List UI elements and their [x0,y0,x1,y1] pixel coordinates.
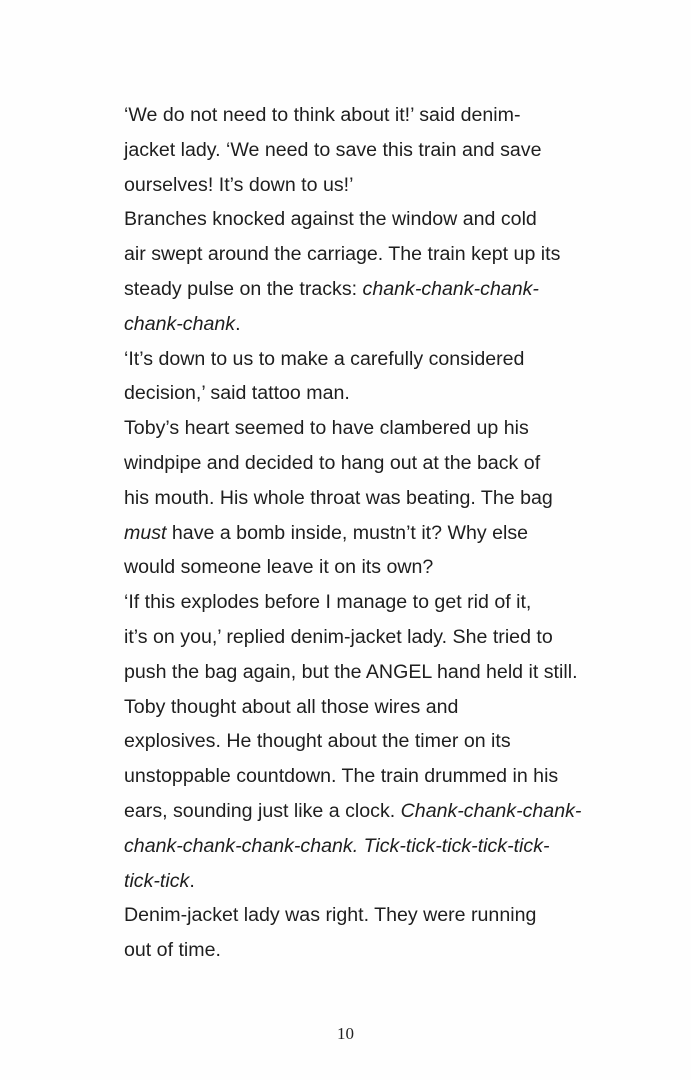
text-line [96,794,616,829]
text-line [96,620,616,655]
text-run: ears, sounding just like a clock. [124,799,401,822]
text-line [96,898,616,933]
text-run: . [189,869,195,892]
text-line [96,655,616,690]
body-text [96,98,616,968]
text-run: out of time. [124,939,221,962]
text-line [96,446,616,481]
text-line [96,585,616,620]
text-line [96,759,616,794]
italic-text: must [124,521,167,544]
text-line [96,481,616,516]
text-run: explosives. He thought about the timer on its [124,730,511,753]
text-run: ourselves! It’s down to us!’ [124,173,354,196]
text-line [96,133,616,168]
page-number: 10 [337,1024,354,1043]
text-run: Denim-jacket lady was right. They were running [124,904,537,927]
text-line [96,168,616,203]
text-run: . [235,312,241,335]
text-run: unstoppable countdown. The train drummed in his [124,765,559,788]
paragraph [96,690,616,899]
text-run: push the bag again, but the ANGEL hand held it still. [124,660,578,683]
italic-text: chank-chank-chank- [362,277,539,300]
text-run: would someone leave it on its own? [124,556,434,579]
italic-text: chank-chank [124,312,236,335]
text-line [96,307,616,342]
italic-text: Chank-chank-chank- [400,799,582,822]
text-run: have a bomb inside, mustn’t it? Why else [166,521,529,544]
text-run: Toby’s heart seemed to have clambered up his [124,417,529,440]
text-line [96,550,616,585]
text-run: ‘We do not need to think about it!’ said denim- [124,104,521,126]
text-line [96,516,616,551]
text-line [96,202,616,237]
text-run: steady pulse on the tracks: [124,277,363,300]
text-line [96,933,616,968]
text-line [96,342,616,377]
text-run: ‘It’s down to us to make a carefully considered [124,347,525,370]
text-line [96,376,616,411]
text-run: his mouth. His whole throat was beating. The bag [124,486,553,509]
paragraph [96,585,616,689]
text-line [96,864,616,899]
paragraph [96,898,616,968]
italic-text: tick-tick [124,869,190,892]
text-run: Branches knocked against the window and cold [124,208,537,231]
text-line [96,829,616,864]
text-run: Toby thought about all those wires and [124,695,459,718]
text-line [96,237,616,272]
text-run: ‘If this explodes before I manage to get rid of it, [124,591,532,614]
text-run: windpipe and decided to hang out at the back of [124,451,541,474]
text-line [96,272,616,307]
text-line [96,690,616,725]
paragraph [96,411,616,585]
italic-text: chank-chank-chank-chank. Tick-tick-tick-tick-tick- [124,834,550,857]
text-run: air swept around the carriage. The train kept up its [124,243,561,266]
paragraph [96,202,616,341]
text-run: it’s on you,’ replied denim-jacket lady. She tried to [124,625,553,648]
text-run: decision,’ said tattoo man. [124,382,350,405]
text-line [96,98,616,133]
paragraph [96,342,616,412]
paragraph [96,98,616,202]
text-run: jacket lady. ‘We need to save this train and save [124,138,542,161]
text-line [96,411,616,446]
text-line [96,724,616,759]
